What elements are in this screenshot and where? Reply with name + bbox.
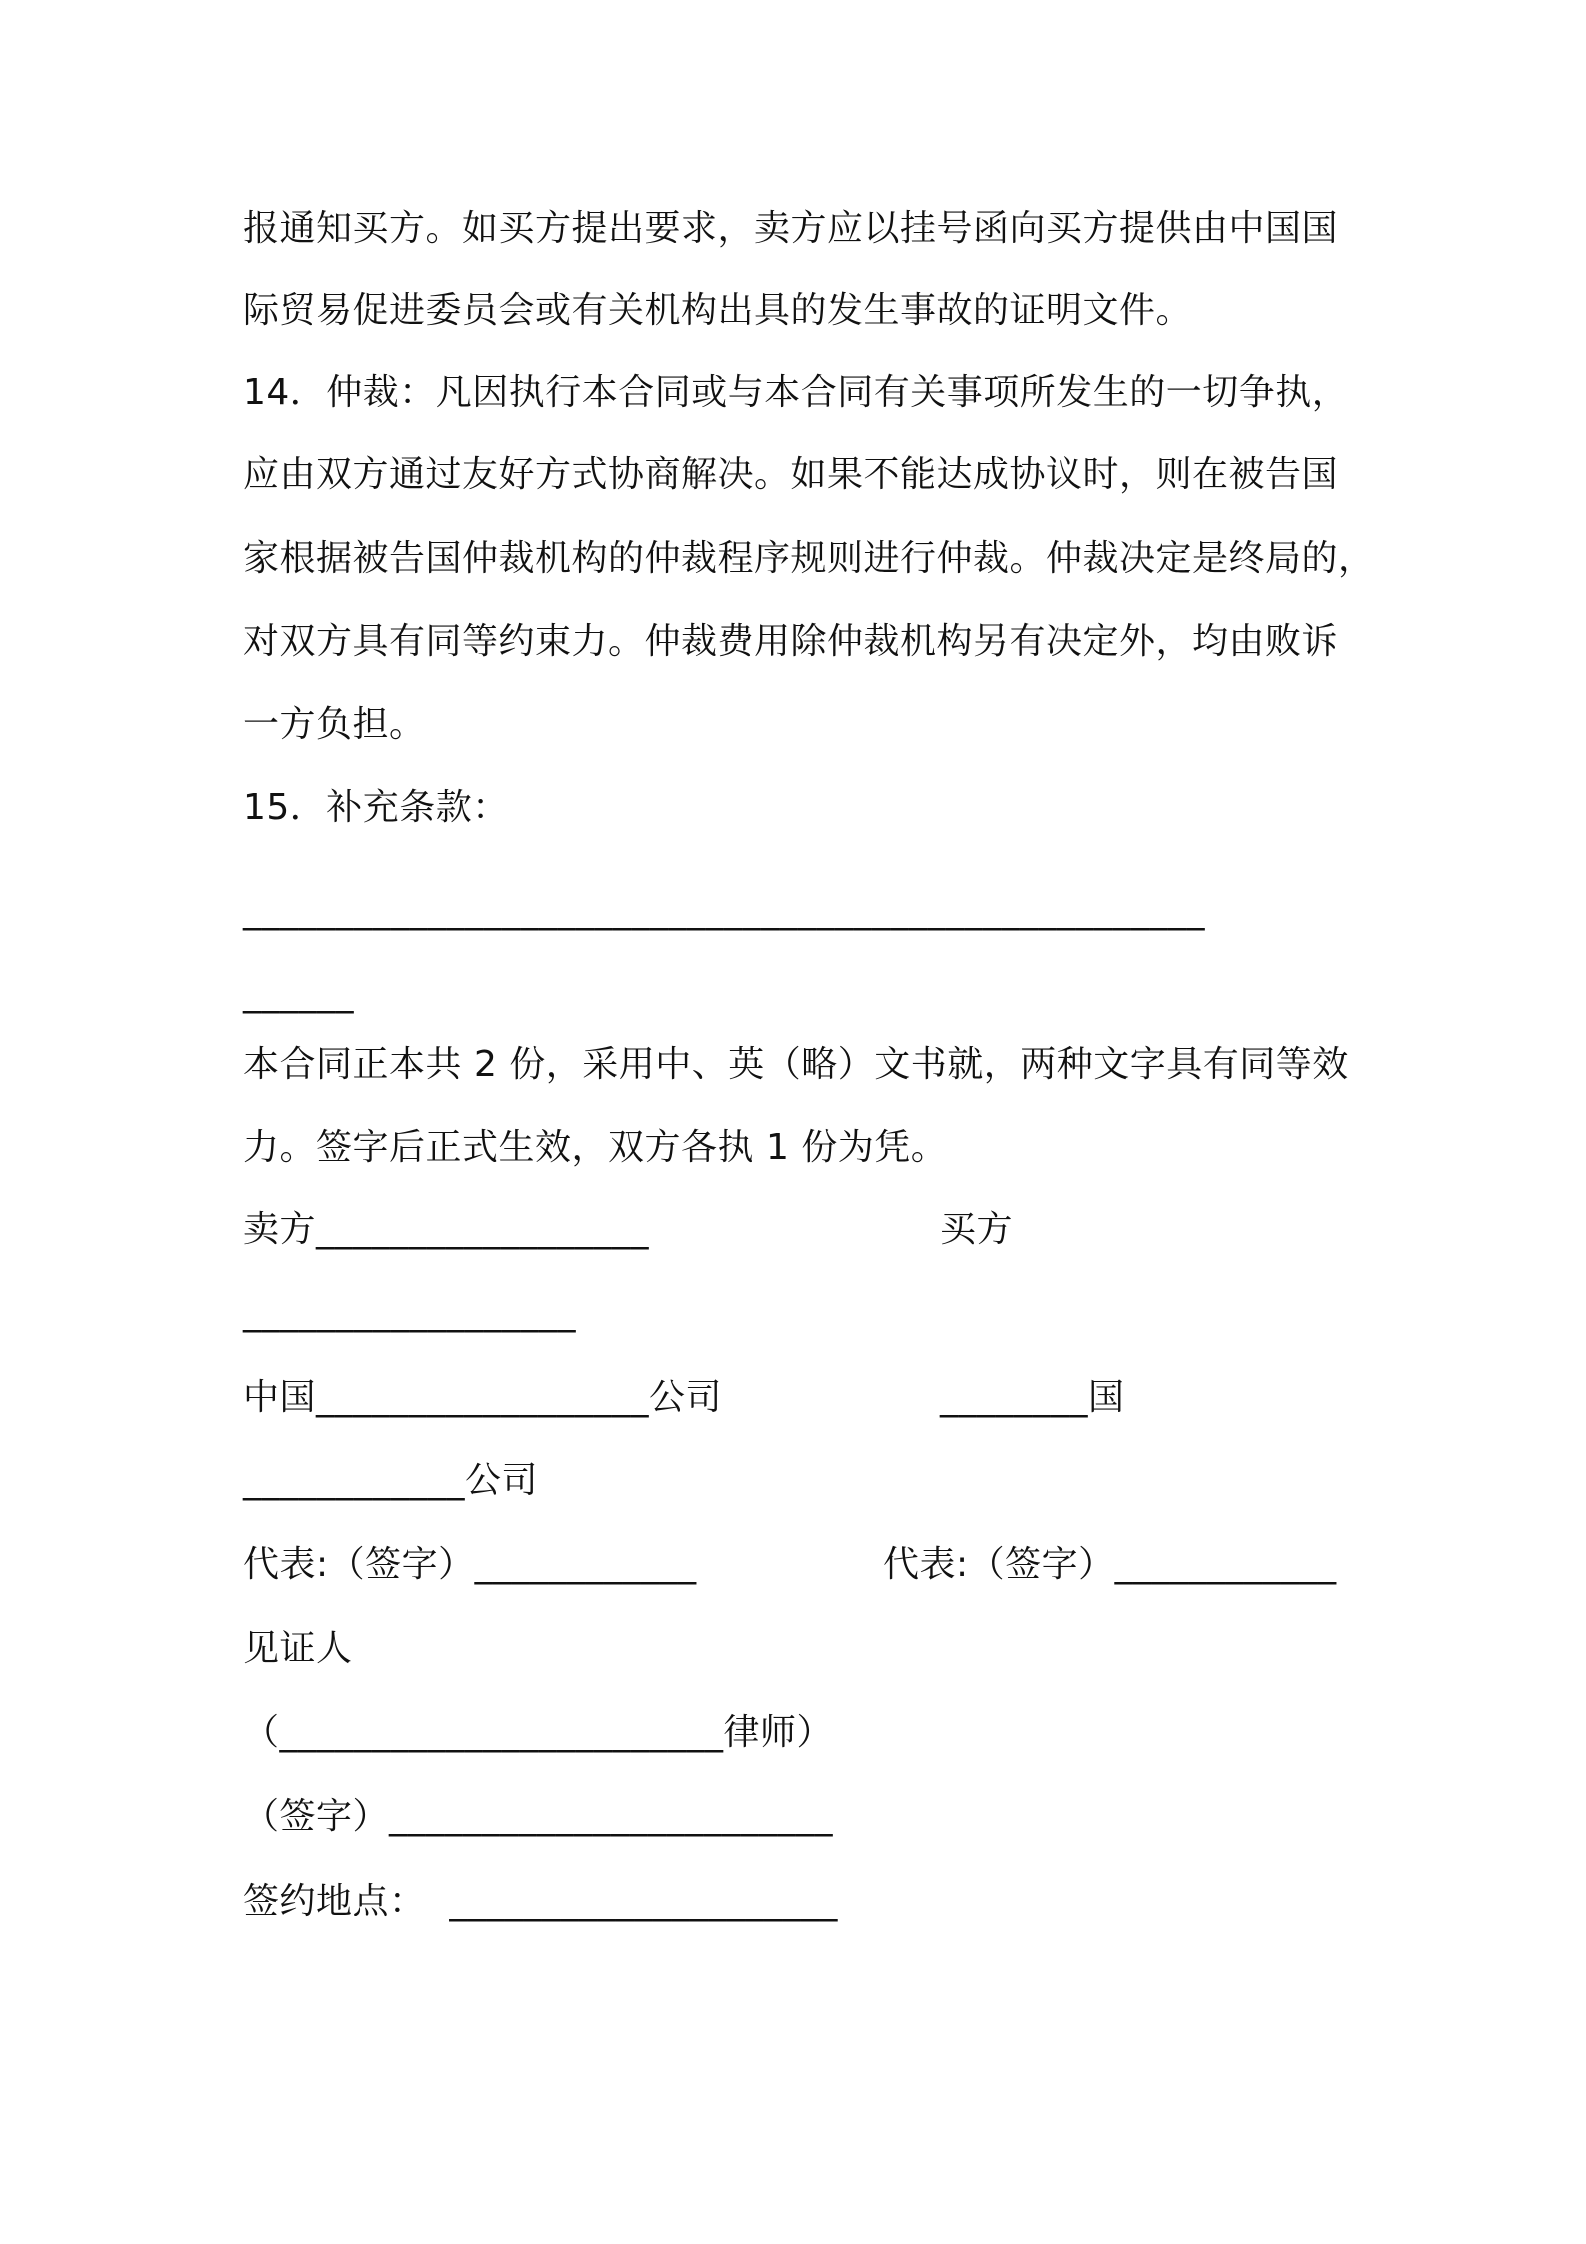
buyer-company-field: ____________公司 [243, 1460, 539, 1501]
buyer-signature-blank: __________________ [243, 1292, 576, 1333]
text-line-7: 一方负担。 [243, 704, 426, 745]
clause-15-heading: 15．补充条款： [243, 787, 509, 828]
text-line-copies: 本合同正本共 2 份，采用中、英（略）文书就，两种文字具有同等效 [243, 1044, 1349, 1085]
buyer-representative-field: 代表:（签字）____________ [883, 1544, 1337, 1585]
buyer-country-field: ________国 [940, 1377, 1125, 1418]
buyer-signature-label: 买方 [940, 1209, 1014, 1250]
seller-company-field: 中国__________________公司 [243, 1377, 723, 1418]
supplement-blank-line-short: ______ [243, 973, 354, 1014]
seller-signature-label: 卖方__________________ [243, 1209, 650, 1250]
lawyer-field: （________________________律师） [243, 1712, 834, 1753]
signing-place-field: 签约地点： _____________________ [243, 1881, 838, 1922]
text-line-2: 际贸易促进委员会或有关机构出具的发生事故的证明文件。 [243, 290, 1193, 331]
text-line-5: 家根据被告国仲裁机构的仲裁程序规则进行仲裁。仲裁决定是终局的， [243, 538, 1375, 579]
text-line-1: 报通知买方。如买方提出要求，卖方应以挂号函向买方提供由中国国 [243, 208, 1339, 249]
seller-representative-field: 代表:（签字）____________ [243, 1544, 697, 1585]
clause-14-heading-line: 14．仲裁：凡因执行本合同或与本合同有关事项所发生的一切争执， [243, 372, 1349, 413]
text-line-6: 对双方具有同等约束力。仲裁费用除仲裁机构另有决定外，均由败诉 [243, 621, 1339, 662]
supplement-blank-line: ____________________________________________________ [243, 890, 1205, 931]
witness-label: 见证人 [243, 1628, 353, 1669]
witness-signature-field: （签字）________________________ [243, 1796, 834, 1837]
text-line-effect: 力。签字后正式生效，双方各执 1 份为凭。 [243, 1127, 948, 1168]
text-line-4: 应由双方通过友好方式协商解决。如果不能达成协议时，则在被告国 [243, 454, 1339, 495]
